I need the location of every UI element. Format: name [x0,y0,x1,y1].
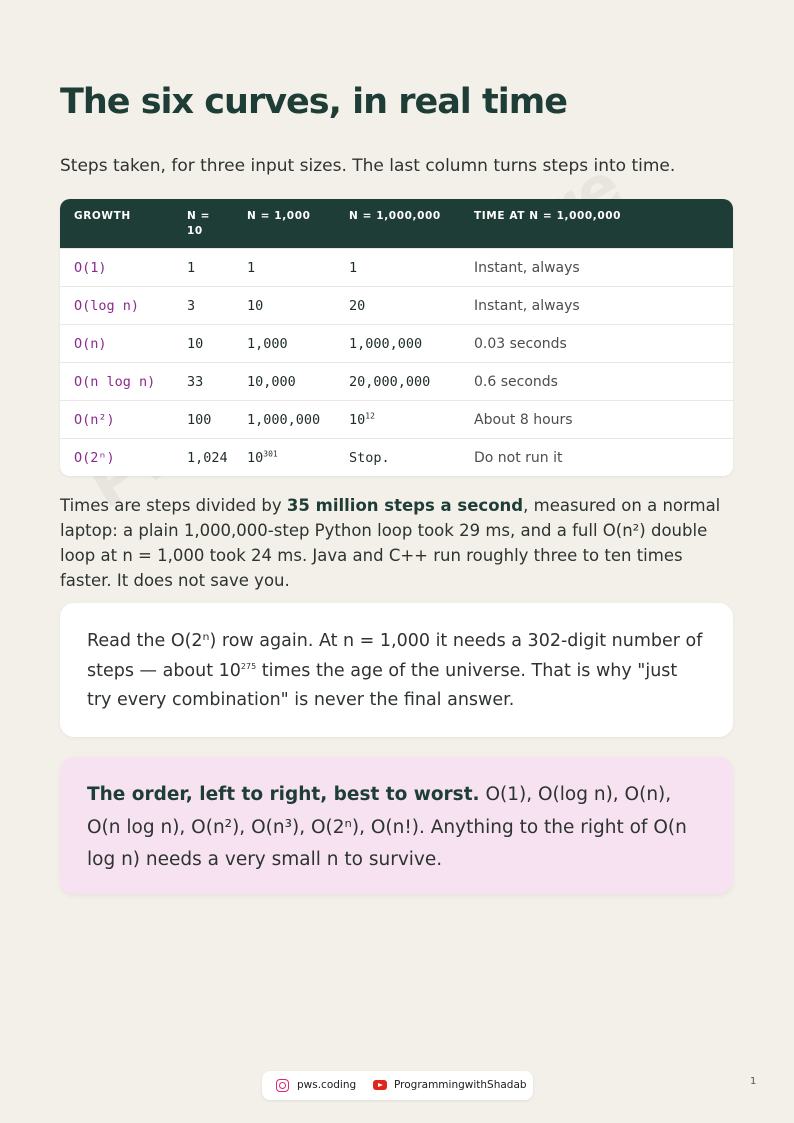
cell-n1000: 10 [247,298,264,314]
table-row [60,400,733,438]
header-n1000000: N = 1,000,000 [349,210,441,222]
header-time: TIME AT N = 1,000,000 [474,210,622,222]
cell-n10: 3 [187,298,196,314]
intro-text: Steps taken, for three input sizes. The last column turns steps into time. [60,156,676,176]
page-title: The six curves, in real time [60,82,567,122]
cell-n10: 1 [187,260,196,276]
cell-time: Instant, always [474,298,580,314]
cell-n1000000: 1 [349,260,358,276]
cell-n10: 1,024 [187,450,228,466]
cell-time: About 8 hours [474,412,573,428]
cell-n1000000: 20 [349,298,366,314]
cell-n1000: 10,000 [247,374,296,390]
cell-growth: O(n²) [74,412,115,428]
cell-n1000000: Stop. [349,450,390,466]
table-row [60,362,733,400]
cell-n1000: 1 [247,260,256,276]
cell-growth: O(2ⁿ) [74,450,115,466]
cell-growth: O(1) [74,260,107,276]
header-n10: N = 10 [187,210,211,237]
cell-n1000: $10^{301}$ [247,449,278,466]
cell-growth: O(n log n) [74,374,156,390]
cell-n1000000: $10^{12}$ [349,411,375,428]
cell-n1000: 1,000 [247,336,288,352]
complexity-table [60,199,733,476]
cell-n1000000: 20,000,000 [349,374,431,390]
youtube-channel[interactable]: ProgrammingwithShadab [394,1079,527,1091]
youtube-icon [373,1080,387,1090]
cell-time: Instant, always [474,260,580,276]
table-header [60,199,733,248]
cell-growth: O(n) [74,336,107,352]
table-row [60,248,733,286]
cell-growth: O(log n) [74,298,140,314]
cell-n10: 10 [187,336,204,352]
table-row [60,286,733,324]
table-row [60,324,733,362]
exponential-callout: Read the O(2ⁿ) row again. At n = 1,000 it needs a 302-digit number of steps — about $10^{275}$ times the age of the universe. That is why "just try every combination" is never the final answer. [60,603,733,737]
table-row [60,438,733,476]
cell-n1000: 1,000,000 [247,412,321,428]
instagram-icon [276,1079,289,1092]
cell-n10: 100 [187,412,212,428]
cell-n10: 33 [187,374,204,390]
header-n1000: N = 1,000 [247,210,311,222]
page-number: 1 [750,1076,757,1087]
social-footer [262,1071,533,1100]
cell-time: Do not run it [474,450,563,466]
cell-time: 0.03 seconds [474,336,567,352]
instagram-handle[interactable]: pws.coding [297,1079,357,1091]
cell-time: 0.6 seconds [474,374,558,390]
header-growth: GROWTH [74,210,131,222]
order-summary: The order, left to right, best to worst. O(1), O(log n), O(n), O(n log n), O(n²), O(n³), O(2ⁿ), O(n!). Anything to the right of O(n log n) needs a very small n to survive. [60,757,733,894]
timing-note: Times are steps divided by 35 million steps a second, measured on a normal laptop: a plain 1,000,000-step Python loop took 29 ms, and a full O(n²) double loop at n = 1,000 took 24 ms. Java and C++ run roughly three to ten times faster. It does not save you. [60,496,721,590]
cell-n1000000: 1,000,000 [349,336,423,352]
